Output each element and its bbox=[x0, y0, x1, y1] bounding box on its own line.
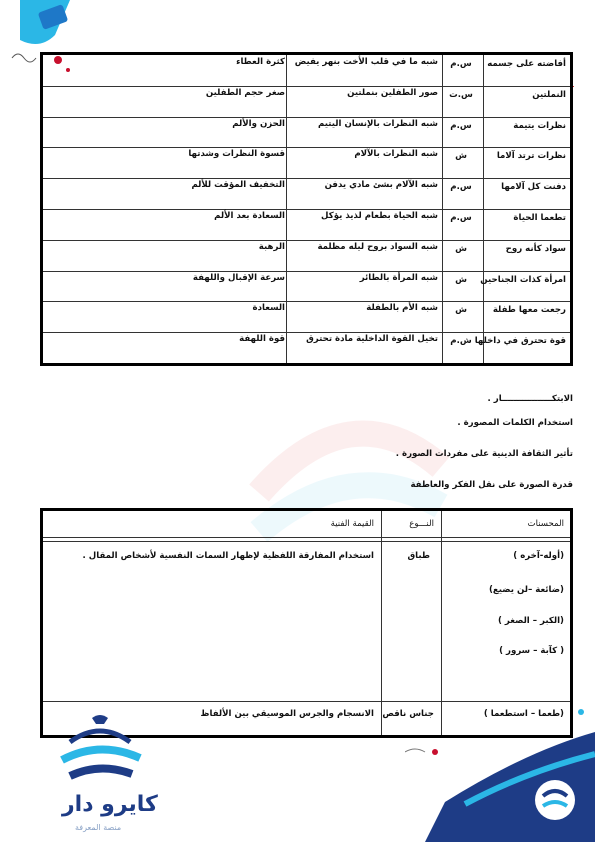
meaning-cell: التخفيف المؤقت للألم bbox=[191, 180, 285, 191]
type-cell: س.م bbox=[450, 120, 472, 131]
phrase-cell: نظرات يتيمة bbox=[513, 120, 566, 131]
image-cell: شبه الآلام بشئ مادي يدفن bbox=[324, 180, 438, 191]
phrase-cell: تطعما الحياة bbox=[513, 213, 566, 223]
column-divider bbox=[381, 511, 382, 735]
image-cell: شبه السواد بروح ليله مظلمة bbox=[317, 241, 438, 252]
image-cell: صور الطفلين بنملتين bbox=[347, 87, 438, 98]
phrase-cell: رجعت معها طفلة bbox=[492, 305, 566, 316]
image-cell: شبه النظرات بالإنسان اليتيم bbox=[318, 118, 438, 129]
header-type: النـــوع bbox=[409, 519, 434, 529]
meaning-cell: السعادة bbox=[252, 303, 285, 314]
image-cell: شبه الأم بالطفلة bbox=[366, 303, 438, 314]
brand-tagline: منصة المعرفة bbox=[75, 823, 122, 832]
type-cell: س.م bbox=[450, 182, 472, 193]
corner-decoration-bottom bbox=[405, 692, 595, 842]
jinas-type: جناس ناقص bbox=[382, 709, 434, 719]
phrase-cell: نظرات ترتد آلاما bbox=[496, 151, 566, 162]
jinas-value: الانسجام والجرس الموسيقي بين الألفاظ bbox=[200, 709, 374, 719]
line-innovation: الابتكـــــــــــــــــار . bbox=[487, 394, 573, 404]
line-religious-culture: تأثير الثقافة الدينية على مفردات الصورة . bbox=[395, 449, 573, 459]
image-cell: تخيل القوة الداخلية مادة تحترق bbox=[306, 334, 438, 345]
imagery-table bbox=[40, 52, 573, 366]
tibaq-item: (ضائعة –لن يضيع) bbox=[489, 585, 564, 595]
type-cell: س.م bbox=[450, 59, 472, 69]
tibaq-item: (أوله-آخره ) bbox=[513, 551, 564, 561]
header-divider-double bbox=[43, 541, 570, 542]
jinas-item: (طعما – استطعما ) bbox=[483, 709, 564, 719]
table-row bbox=[43, 332, 570, 363]
table-row bbox=[43, 147, 570, 179]
phrase-cell: النملتين bbox=[532, 89, 566, 100]
type-cell: ش bbox=[455, 274, 467, 285]
meaning-cell: سرعة الإقبال واللهفة bbox=[192, 272, 285, 283]
meaning-cell: السعادة بعد الألم bbox=[214, 211, 285, 221]
image-cell: شبه الحياة بطعام لذيذ يؤكل bbox=[321, 211, 438, 221]
phrase-cell: قوة تحترق في داخلها bbox=[474, 336, 566, 347]
header-divider bbox=[43, 537, 570, 538]
header-artistic-value: القيمة الفنية bbox=[330, 519, 374, 529]
table-row bbox=[43, 117, 570, 149]
phrase-cell: دفنت كل آلامها bbox=[501, 182, 566, 193]
table-row bbox=[43, 86, 570, 118]
table-row bbox=[43, 301, 570, 333]
meaning-cell: صغر حجم الطفلين bbox=[205, 87, 285, 98]
meaning-cell: الرهبة bbox=[258, 241, 285, 252]
type-cell: ش bbox=[455, 243, 467, 254]
phrase-cell: أفاضته على جسمه bbox=[487, 59, 566, 69]
meaning-cell: الحزن والألم bbox=[232, 118, 285, 129]
line-pictorial-words: استخدام الكلمات المصورة . bbox=[457, 418, 573, 428]
tibaq-type: طباق bbox=[407, 551, 430, 561]
type-cell: ش bbox=[455, 151, 467, 162]
meaning-cell: كثرة العطاء bbox=[236, 57, 285, 67]
tibaq-value: استخدام المفارقة اللفظية لإظهار السمات النفسية لأشخاص المقال . bbox=[82, 551, 374, 561]
table-row bbox=[43, 209, 570, 241]
tibaq-item: (الكبر – الصغر ) bbox=[498, 616, 564, 626]
brand-name: كايرو دار bbox=[62, 792, 158, 817]
table-row bbox=[43, 271, 570, 303]
image-cell: شبه ما في قلب الأخت بنهر يفيض bbox=[294, 57, 438, 67]
meaning-cell: قسوة النظرات وشدتها bbox=[188, 149, 285, 160]
tibaq-item: ( كآبة – سرور ) bbox=[499, 646, 564, 656]
table-row bbox=[43, 55, 570, 87]
table-row bbox=[43, 240, 570, 272]
phrase-cell: امرأة كذات الجناحين bbox=[480, 274, 566, 285]
type-cell: ش bbox=[455, 305, 467, 316]
line-image-ability: قدرة الصورة على نقل الفكر والعاطفة bbox=[410, 480, 573, 490]
meaning-cell: قوة اللهفة bbox=[239, 334, 285, 345]
phrase-cell: سواد كأنه روح bbox=[505, 243, 566, 254]
image-cell: شبه النظرات بالآلام bbox=[354, 149, 438, 160]
type-cell: س.ت bbox=[449, 89, 473, 100]
table-row bbox=[43, 178, 570, 210]
type-cell: ش.م bbox=[450, 336, 472, 347]
image-cell: شبه المرأة بالطائر bbox=[359, 272, 438, 283]
type-cell: س.م bbox=[450, 213, 472, 223]
header-ornaments: المحسنات bbox=[527, 519, 564, 529]
